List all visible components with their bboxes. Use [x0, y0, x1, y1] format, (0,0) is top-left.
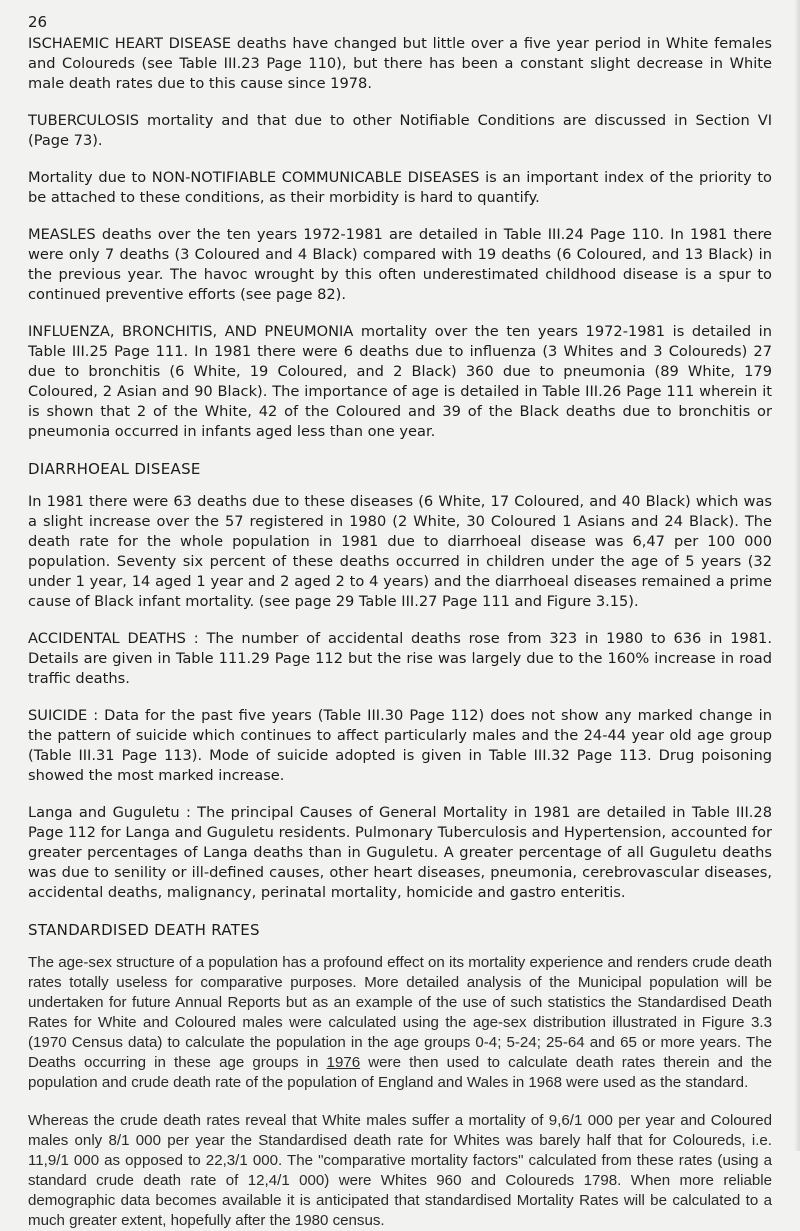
- paragraph-crude-death-rates: Whereas the crude death rates reveal that White males suffer a mortality of 9,6/1 000 per year and Coloured males only 8/1 000 per year the Standardised death rate for Whites was barely half that for Coloureds, i.e. 11,9/1 000 as opposed to 22,3/1 000. The "comparative mortality factors" calculated from these rates (using a standard crude death rate of 12,4/1 000) were Whites 960 and Coloureds 1798. When more reliable demographic data becomes available it is anticipated that standardised Mortality Rates will be calculated to a much greater extent, hopefully after the 1980 census.: [28, 1112, 772, 1229]
- paragraph-ischaemic-heart-disease: ISCHAEMIC HEART DISEASE deaths have changed but little over a five year period in White females and Coloureds (see Table III.23 Page 110), but there has been a constant slight decrease in White male death rates due to this cause since 1978.: [28, 35, 772, 92]
- heading-standardised-death-rates: STANDARDISED DEATH RATES: [28, 921, 260, 939]
- paragraph-age-sex-structure: [28, 953, 772, 1093]
- page-edge-shadow: [794, 0, 800, 1151]
- paragraph-non-notifiable-diseases: Mortality due to NON-NOTIFIABLE COMMUNICABLE DISEASES is an important index of the priority to be attached to these conditions, as their morbidity is hard to quantify.: [28, 169, 772, 206]
- paragraph-tuberculosis: TUBERCULOSIS mortality and that due to other Notifiable Conditions are discussed in Section VI (Page 73).: [28, 112, 772, 149]
- underlined-year: 1976: [326, 1054, 361, 1071]
- page-number: 26: [28, 13, 48, 31]
- paragraph-text-part: were then used to calculate death rates therein and the population and crude death rate of the population of England and Wales in 1968 were used as the standard.: [28, 1054, 773, 1091]
- paragraph-influenza-bronchitis-pneumonia: INFLUENZA, BRONCHITIS, AND PNEUMONIA mortality over the ten years 1972-1981 is detailed in Table III.25 Page 111. In 1981 there were 6 deaths due to influenza (3 Whites and 3 Coloureds) 27 due to bronchitis (6 White, 19 Coloured, and 2 Black) 360 due to pneumonia (89 White, 179 Coloured, 2 Asian and 90 Black). The importance of age is detailed in Table III.26 Page 111 wherein it is shown that 2 of the White, 42 of the Coloured and 39 of the Black deaths due to bronchitis or pneumonia occurred in infants aged less than one year.: [28, 323, 772, 440]
- paragraph-suicide: SUICIDE : Data for the past five years (Table III.30 Page 112) does not show any marked change in the pattern of suicide which continues to affect particularly males and the 24-44 year old age group (Table III.31 Page 113). Mode of suicide adopted is given in Table III.32 Page 113. Drug poisoning showed the most marked increase.: [28, 707, 772, 784]
- paragraph-accidental-deaths: ACCIDENTAL DEATHS : The number of accidental deaths rose from 323 in 1980 to 636 in 1981. Details are given in Table 111.29 Page 112 but the rise was largely due to the 160% increase in road traffic deaths.: [28, 630, 772, 687]
- paragraph-diarrhoeal-disease: In 1981 there were 63 deaths due to these diseases (6 White, 17 Coloured, and 40 Black) which was a slight increase over the 57 registered in 1980 (2 White, 30 Coloured 1 Asians and 24 Black). The death rate for the whole population in 1981 due to diarrhoeal disease was 6,47 per 100 000 population. Seventy six percent of these deaths occurred in children under the age of 5 years (32 under 1 year, 14 aged 1 year and 2 aged 2 to 4 years) and the diarrhoeal diseases remained a prime cause of Black infant mortality. (see page 29 Table III.27 Page 111 and Figure 3.15).: [28, 493, 772, 610]
- heading-diarrhoeal-disease: DIARRHOEAL DISEASE: [28, 460, 201, 478]
- paragraph-measles: MEASLES deaths over the ten years 1972-1981 are detailed in Table III.24 Page 110. In 1981 there were only 7 deaths (3 Coloured and 4 Black) compared with 19 deaths (6 Coloured, and 13 Black) in the previous year. The havoc wrought by this often underestimated childhood disease is a spur to continued preventive efforts (see page 82).: [28, 226, 772, 303]
- paragraph-text-part: The age-sex structure of a population has a profound effect on its mortality experience and renders crude death rates totally useless for comparative purposes. More detailed analysis of the Municipal population will be undertaken for future Annual Reports but as an example of the use of such statistics the Standardised Death Rates for White and Coloured males were calculated using the age-sex distribution illustrated in Figure 3.3 (1970 Census data) to calculate the population in the age groups 0-4; 5-24; 25-64 and 65 or more years. The Deaths occurring in these age groups in: [28, 954, 772, 1071]
- paragraph-langa-guguletu: Langa and Guguletu : The principal Causes of General Mortality in 1981 are detailed in Table III.28 Page 112 for Langa and Guguletu residents. Pulmonary Tuberculosis and Hypertension, accounted for greater percentages of Langa deaths than in Guguletu. A greater percentage of all Guguletu deaths was due to senility or ill-defined causes, other heart diseases, pneumonia, cerebrovascular diseases, accidental deaths, malignancy, perinatal mortality, homicide and gastro enteritis.: [28, 804, 772, 901]
